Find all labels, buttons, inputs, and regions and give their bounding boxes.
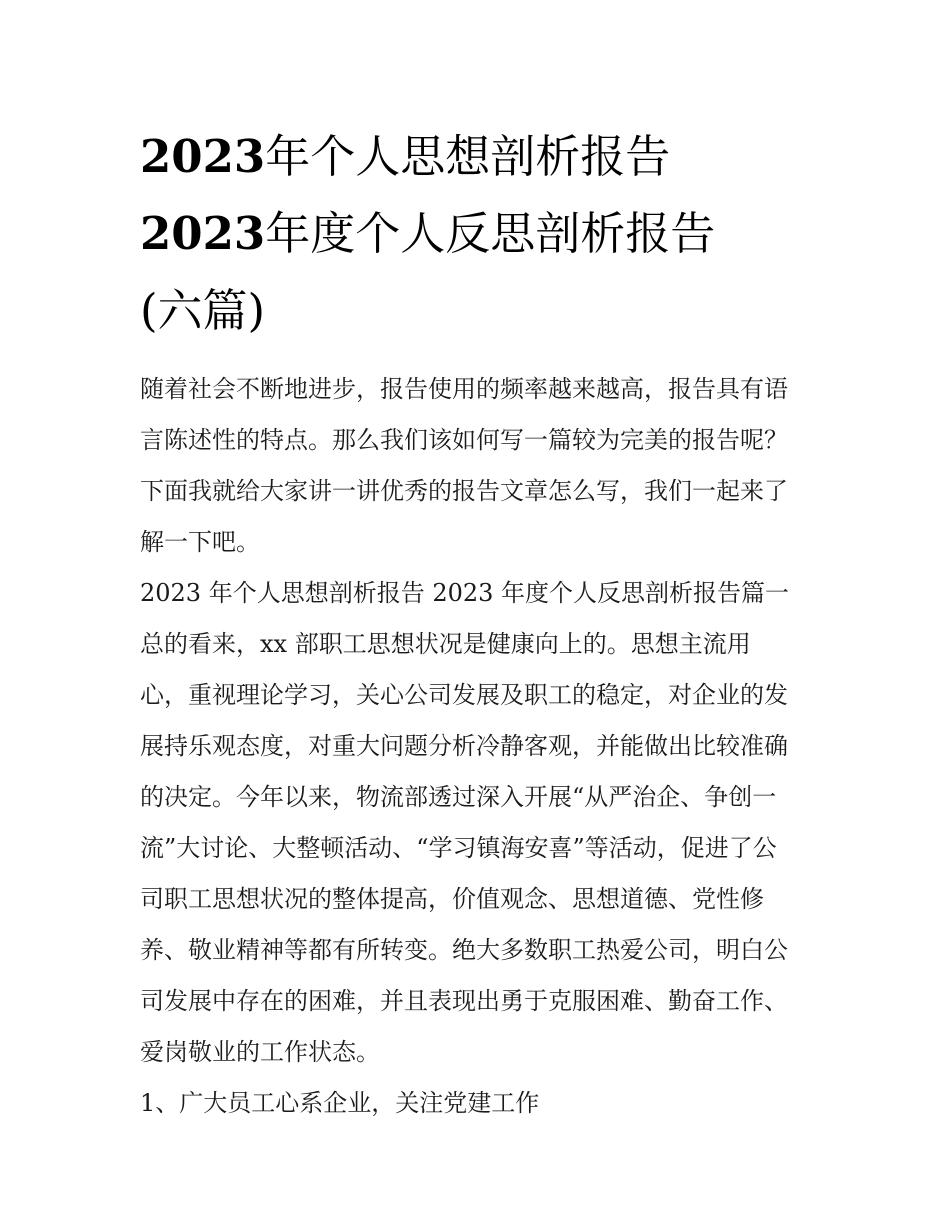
title-year: 2023 [140,130,266,183]
body-line: 司发展中存在的困难，并且表现出勇于克服困难、勤奋工作、 [140,987,788,1015]
title-text: (六篇) [140,284,266,337]
title-text: 年个人思想剖析报告 [265,130,671,183]
body-line: 解一下吧。 [140,528,260,556]
title-line-1 [140,118,815,195]
document-content [140,118,815,1129]
list-item-heading: 1、广大员工心系企业，关注党建工作 [140,1089,540,1117]
body-line: 下面我就给大家讲一讲优秀的报告文章怎么写，我们一起来了 [140,477,788,505]
title-line-2 [140,195,815,272]
body-line: 言陈述性的特点。那么我们该如何写一篇较为完美的报告呢？ [140,426,788,454]
body-line: 展持乐观态度，对重大问题分析冷静客观，并能做出比较准确 [140,732,788,760]
body-line: 司职工思想状况的整体提高，价值观念、思想道德、党性修 [140,885,764,913]
body-line: 总的看来，xx 部职工思想状况是健康向上的。思想主流用 [140,630,751,658]
section-heading: 2023 年个人思想剖析报告 2023 年度个人反思剖析报告篇一 [140,579,790,607]
body-line: 养、敬业精神等都有所转变。绝大多数职工热爱公司，明白公 [140,936,788,964]
body-line: 的决定。今年以来，物流部透过深入开展“从严治企、争创一 [140,783,777,811]
title-year: 2023 [140,207,266,260]
body-line: 流”大讨论、大整顿活动、“学习镇海安喜”等活动，促进了公 [140,834,777,862]
body-line: 心，重视理论学习，关心公司发展及职工的稳定，对企业的发 [140,681,788,709]
body-text [140,364,815,1129]
title-line-3 [140,272,815,349]
body-line: 爱岗敬业的工作状态。 [140,1038,380,1066]
body-line: 随着社会不断地进步，报告使用的频率越来越高，报告具有语 [140,375,788,403]
title-text: 年度个人反思剖析报告 [265,207,716,260]
